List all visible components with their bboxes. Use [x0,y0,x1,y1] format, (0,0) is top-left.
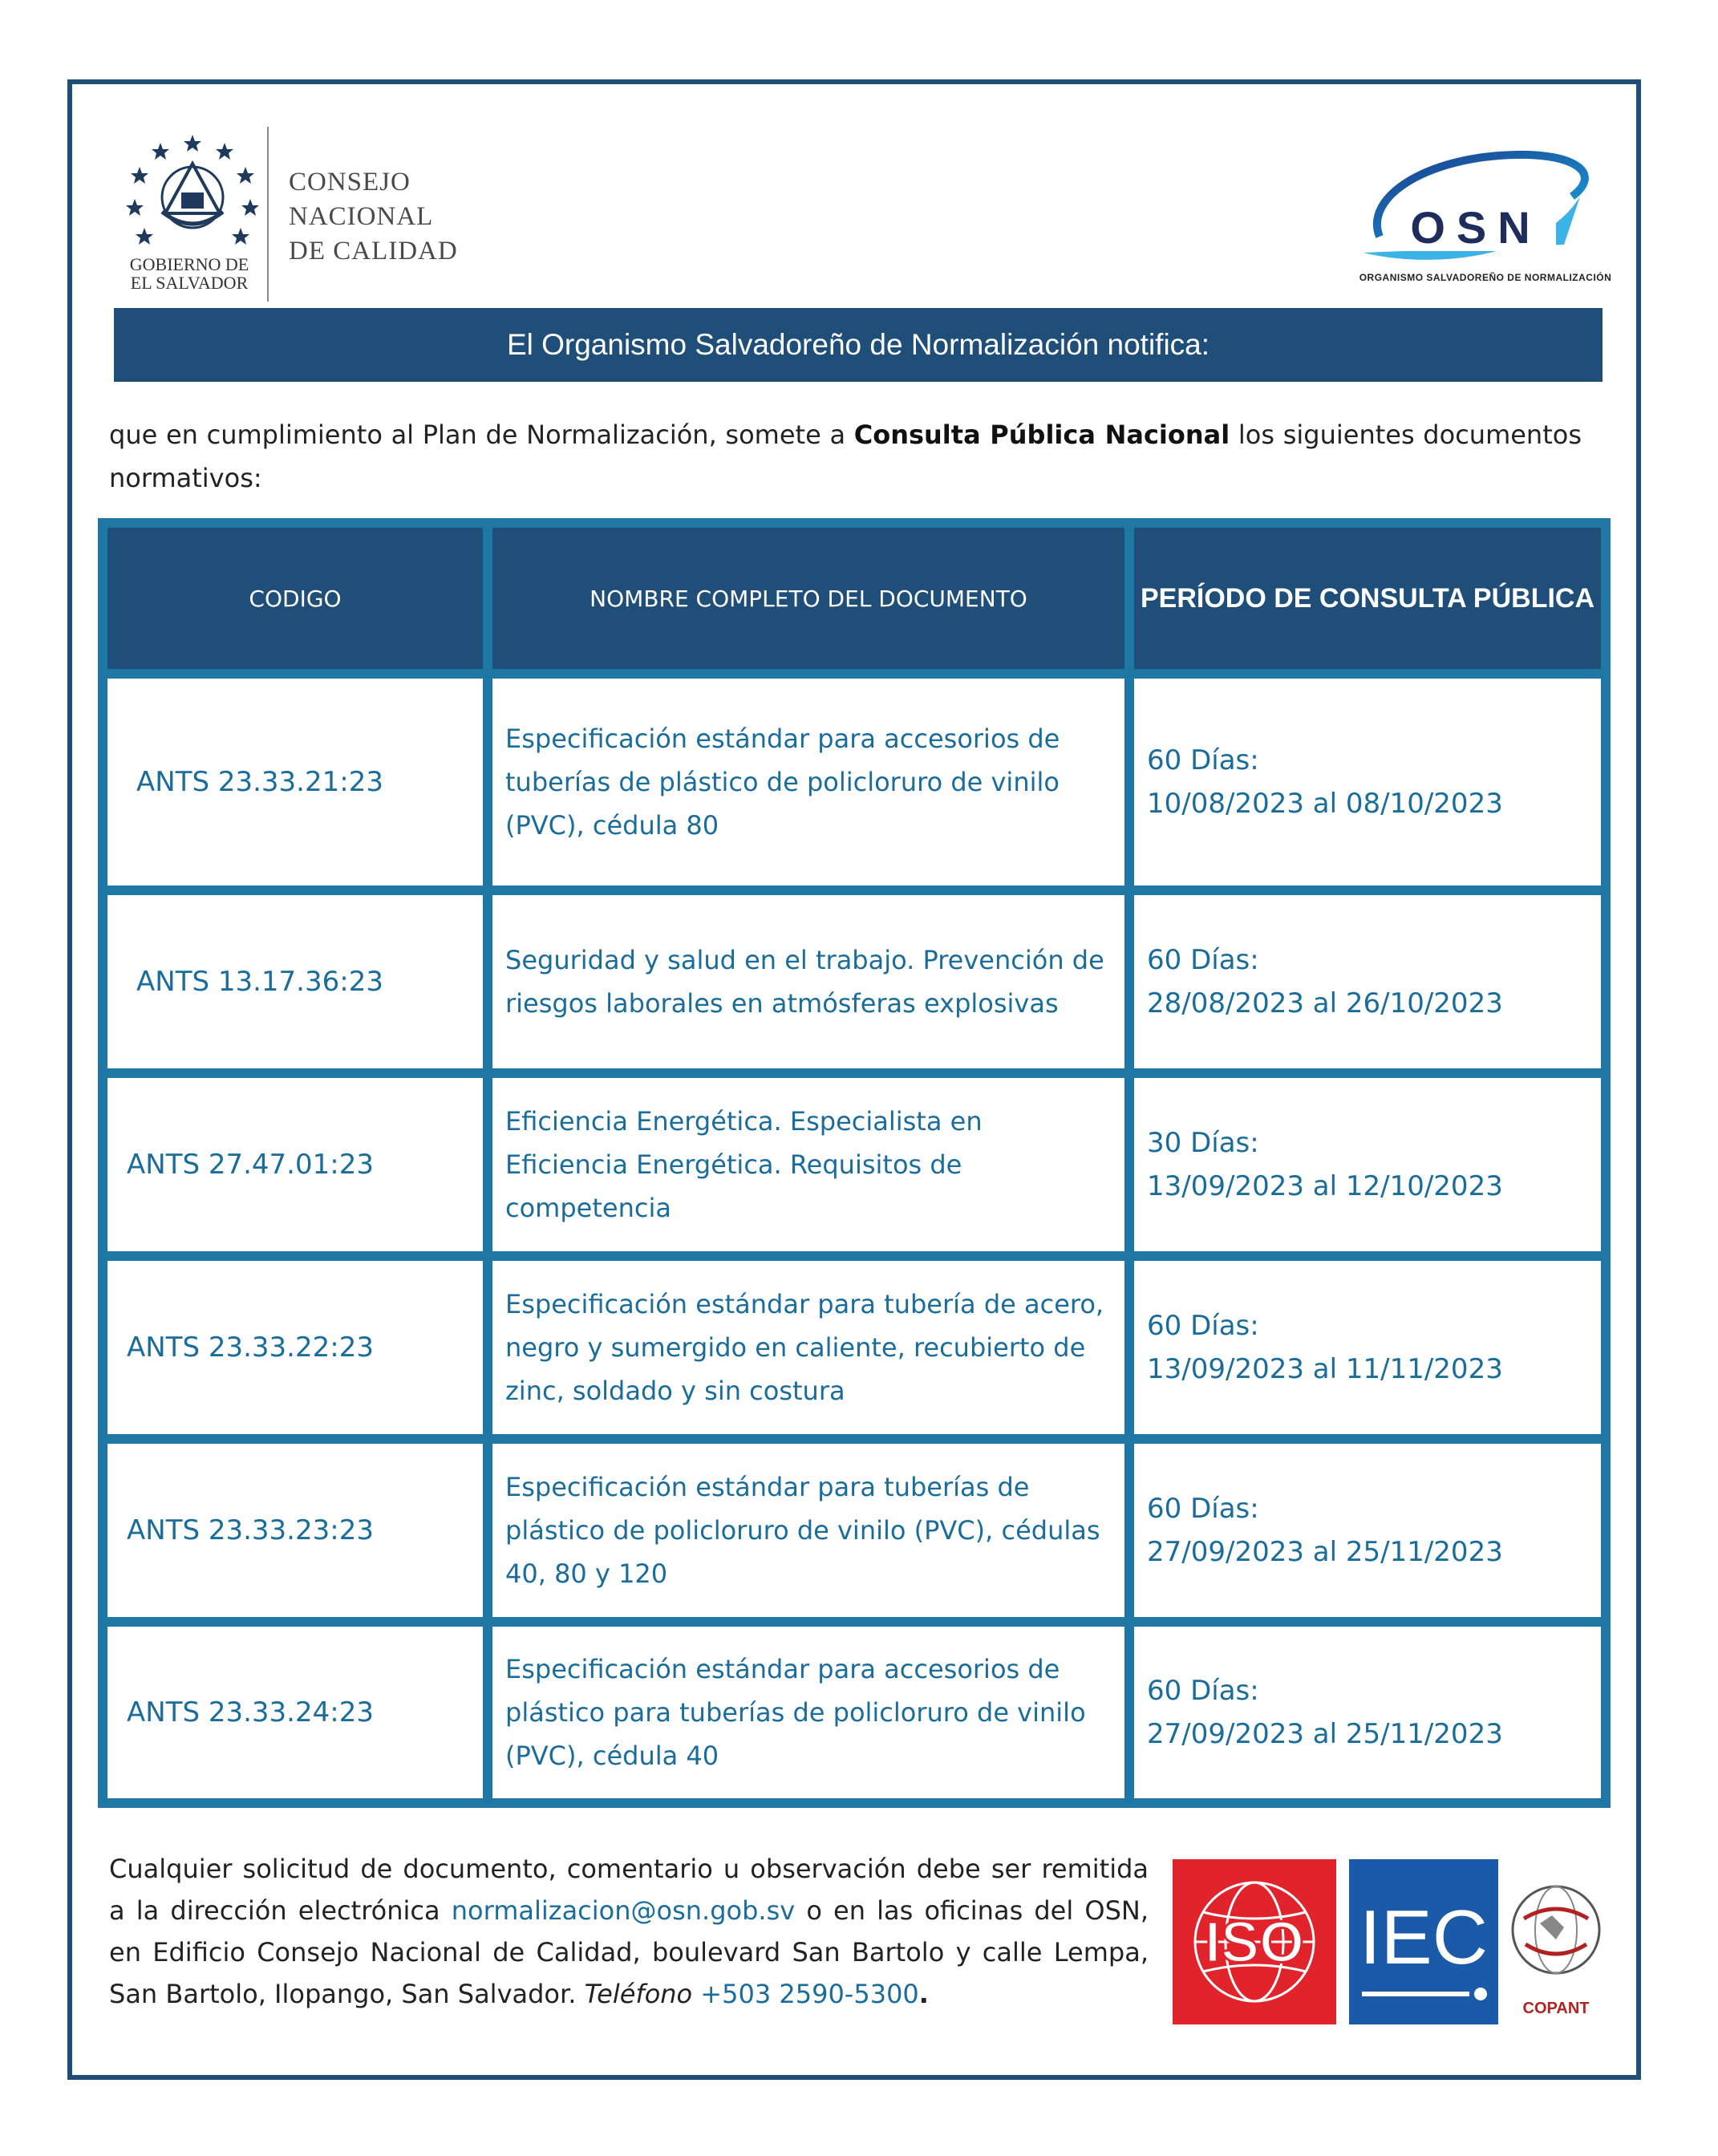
footer-end: . [918,1979,929,2009]
row5-days: 60 Días: [1147,1493,1259,1525]
row1-name: Especificación estándar para accesorios de tuberías de plástico de policloruro de vinilo (PVC), cédula 80 [492,679,1124,886]
row1-dates: 10/08/2023 al 08/10/2023 [1147,788,1503,820]
row5-dates: 27/09/2023 al 25/11/2023 [1147,1536,1503,1568]
footer-part1: Cualquier solicitud de documento, comentario u observación debe ser remitida a la dirección electrónica [109,1854,1149,1926]
row6-days: 60 Días: [1147,1675,1259,1707]
council-name [289,165,458,269]
row1-period [1134,679,1601,886]
footer-part2: o en las oficinas del OSN, en Edificio Consejo Nacional de Calidad, boulevard San Bartolo y calle Lempa, San Bartolo, Ilopango, San Salvador. [109,1895,1149,2009]
row4-code: ANTS 23.33.22:23 [107,1261,483,1434]
osn-logo [1331,148,1636,293]
council-line1: CONSEJO [289,168,411,197]
intro-bold: Consulta Pública Nacional [853,419,1230,450]
email-link[interactable]: normalizacion@osn.gob.sv [451,1895,796,1926]
row2-dates: 28/08/2023 al 26/10/2023 [1147,987,1503,1019]
contact-paragraph [109,1848,1149,2015]
header-nombre: NOMBRE COMPLETO DEL DOCUMENTO [492,528,1124,669]
row6-code: ANTS 23.33.24:23 [107,1627,483,1798]
row6-period [1134,1627,1601,1798]
phone-number[interactable]: +503 2590-5300 [692,1979,919,2009]
row2-period [1134,895,1601,1068]
row6-dates: 27/09/2023 al 25/11/2023 [1147,1718,1503,1750]
copant-logo-text: COPANT [1522,2000,1590,2017]
row1-days: 60 Días: [1147,744,1259,776]
notice-banner: El Organismo Salvadoreño de Normalización notifica: [114,308,1603,382]
intro-part1: que en cumplimiento al Plan de Normalización, somete a [109,419,854,450]
government-label [117,255,261,292]
row3-name: Eficiencia Energética. Especialista en Eficiencia Energética. Requisitos de competencia [492,1078,1124,1251]
row5-name: Especificación estándar para tuberías de plástico de policloruro de vinilo (PVC), cédulas 40, 80 y 120 [492,1444,1124,1617]
osn-subtitle: ORGANISMO SALVADOREÑO DE NORMALIZACIÓN [1359,272,1612,283]
osn-logo-text: OSN [1410,202,1542,253]
iso-logo [1173,1859,1336,2024]
row3-period [1134,1078,1601,1251]
phone-label: Teléfono [584,1979,693,2009]
row2-name: Seguridad y salud en el trabajo. Prevención de riesgos laborales en atmósferas explosivas [492,895,1124,1068]
row2-days: 60 Días: [1147,944,1259,976]
row2-code: ANTS 13.17.36:23 [107,895,483,1068]
header-periodo: PERÍODO DE CONSULTA PÚBLICA [1134,528,1601,669]
gov-label-line1: GOBIERNO DE [129,254,249,274]
council-line3: DE CALIDAD [289,237,458,265]
row4-name: Especificación estándar para tubería de acero, negro y sumergido en caliente, recubierto de zinc, soldado y sin costura [492,1261,1124,1434]
gov-label-line2: EL SALVADOR [130,273,249,293]
row3-days: 30 Días: [1147,1127,1259,1159]
copant-logo [1508,1867,1604,2026]
iec-logo-text: IEC [1359,1895,1489,1980]
row4-days: 60 Días: [1147,1310,1259,1342]
intro-part2: los siguientes documentos normativos: [109,419,1582,493]
intro-paragraph [109,413,1582,500]
documents-table [98,518,1611,1808]
row5-period [1134,1444,1601,1617]
row4-dates: 13/09/2023 al 11/11/2023 [1147,1353,1503,1385]
row3-dates: 13/09/2023 al 12/10/2023 [1147,1170,1503,1202]
row6-name: Especificación estándar para accesorios de plástico para tuberías de policloruro de vinilo (PVC), cédula 40 [492,1627,1124,1798]
iec-logo [1349,1859,1498,2024]
header-codigo: CODIGO [107,528,483,669]
row1-code: ANTS 23.33.21:23 [107,679,483,886]
row3-code: ANTS 27.47.01:23 [107,1078,483,1251]
row4-period [1134,1261,1601,1434]
row5-code: ANTS 23.33.23:23 [107,1444,483,1617]
iso-logo-text: ISO [1204,1911,1305,1975]
council-line2: NACIONAL [289,202,434,231]
header-divider [267,127,269,302]
